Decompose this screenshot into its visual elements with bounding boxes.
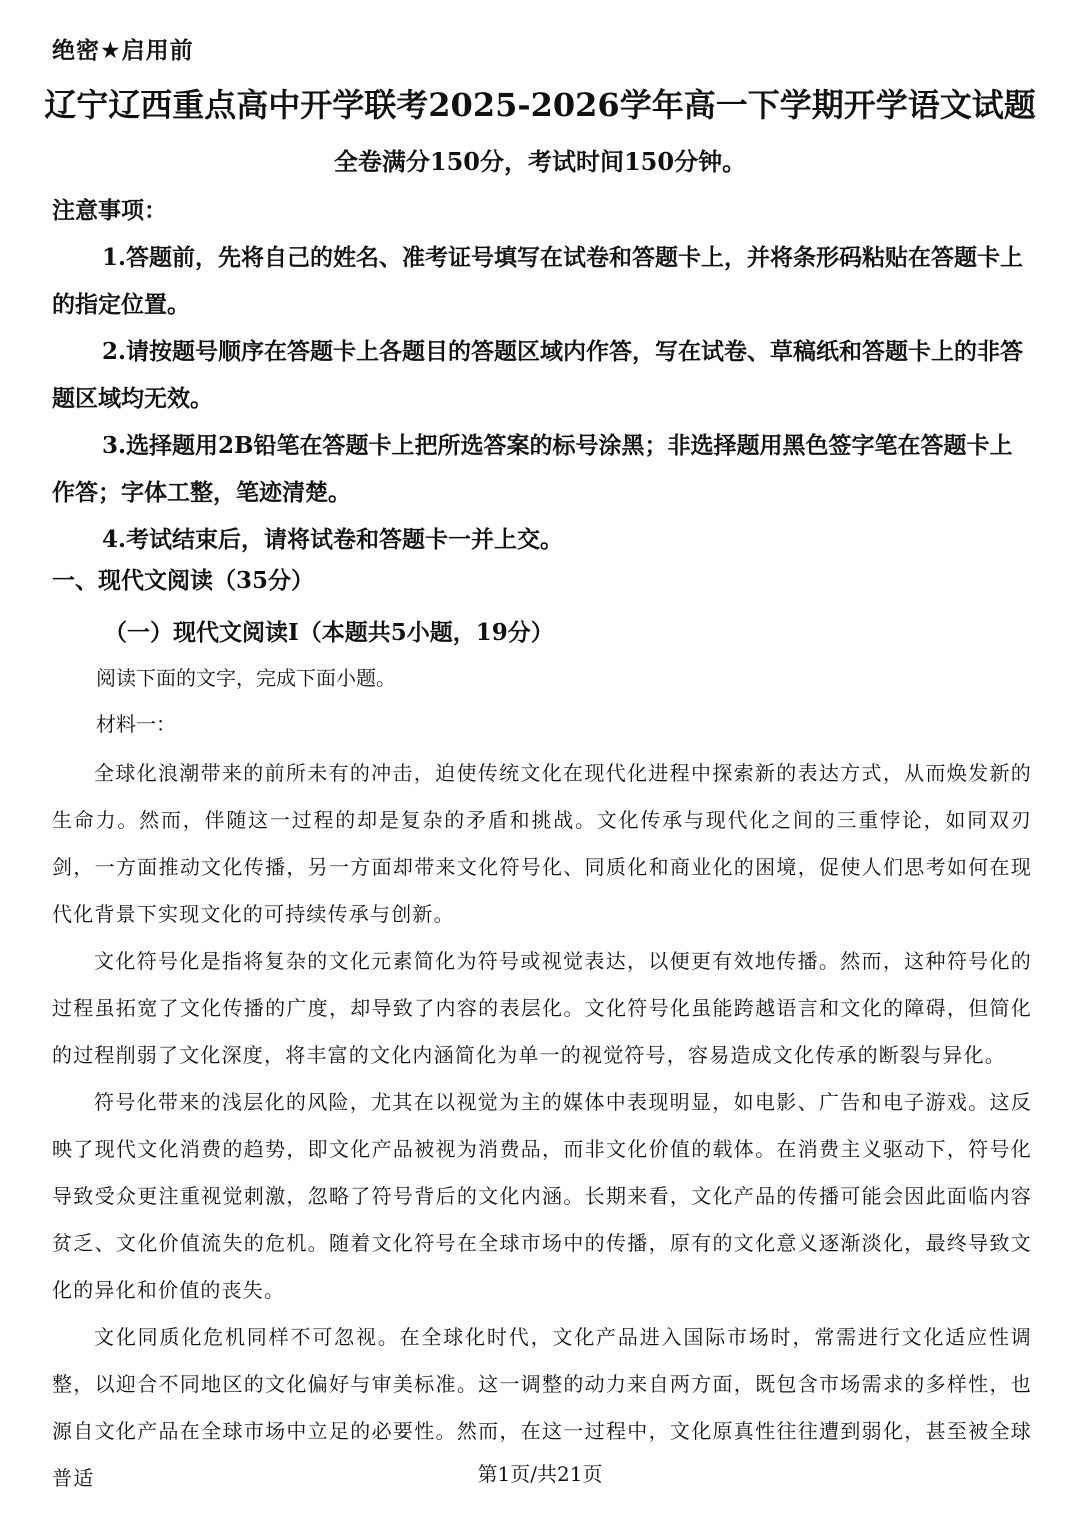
exam-title: 辽宁辽西重点高中开学联考2025-2026学年高一下学期开学语文试题 — [44, 86, 1036, 124]
notice-item: 4.考试结束后，请将试卷和答题卡一并上交。 — [102, 526, 564, 553]
notice-item: 1.答题前，先将自己的姓名、准考证号填写在试卷和答题卡上，并将条形码粘贴在答题卡上的指定位置。 — [52, 244, 1024, 318]
notice-list — [52, 234, 1032, 563]
section-title: 一、现代文阅读（35分） — [52, 567, 315, 594]
material-paragraph: 文化符号化是指将复杂的文化元素简化为符号或视觉表达，以便更有效地传播。然而，这种符号化的过程虽拓宽了文化传播的广度，却导致了内容的表层化。文化符号化虽能跨越语言和文化的障碍，但简化的过程削弱了文化深度，将丰富的文化内涵简化为单一的视觉符号，容易造成文化传承的断裂与异化。 — [52, 949, 1032, 1067]
notice-item: 2.请按题号顺序在答题卡上各题目的答题区域内作答，写在试卷、草稿纸和答题卡上的非答题区域均无效。 — [52, 338, 1024, 412]
exam-subtitle: 全卷满分150分，考试时间150分钟。 — [333, 147, 747, 176]
page-number: 第1页/共21页 — [477, 1462, 603, 1486]
material-paragraph: 全球化浪潮带来的前所未有的冲击，迫使传统文化在现代化进程中探索新的表达方式，从而焕发新的生命力。然而，伴随这一过程的却是复杂的矛盾和挑战。文化传承与现代化之间的三重悖论，如同双刃剑，一方面推动文化传播，另一方面却带来文化符号化、同质化和商业化的困境，促使人们思考如何在现代化背景下实现文化的可持续传承与创新。 — [52, 761, 1032, 926]
material-paragraph: 符号化带来的浅层化的风险，尤其在以视觉为主的媒体中表现明显，如电影、广告和电子游戏。这反映了现代文化消费的趋势，即文化产品被视为消费品，而非文化价值的载体。在消费主义驱动下，符号化导致受众更注重视觉刺激，忽略了符号背后的文化内涵。长期来看，文化产品的传播可能会因此面临内容贫乏、文化价值流失的危机。随着文化符号在全球市场中的传播，原有的文化意义逐渐淡化，最终导致文化的异化和价值的丧失。 — [52, 1090, 1032, 1302]
material-label: 材料一： — [96, 712, 176, 736]
reading-instruction: 阅读下面的文字，完成下面小题。 — [96, 666, 396, 690]
notice-heading: 注意事项： — [52, 197, 167, 224]
notice-item: 3.选择题用2B铅笔在答题卡上把所选答案的标号涂黑；非选择题用黑色签字笔在答题卡上作答；字体工整，笔迹清楚。 — [52, 432, 1013, 506]
subsection-title: （一）现代文阅读Ⅰ（本题共5小题，19分） — [104, 619, 554, 646]
material-paragraph: 文化同质化危机同样不可忽视。在全球化时代，文化产品进入国际市场时，常需进行文化适应性调整，以迎合不同地区的文化偏好与审美标准。这一调整的动力来自两方面，既包含市场需求的多样性，也源自文化产品在全球市场中立足的必要性。然而，在这一过程中，文化原真性往往遭到弱化，甚至被全球普适 — [52, 1325, 1032, 1490]
material-body — [52, 750, 1032, 1502]
confidential-label: 绝密★启用前 — [52, 38, 194, 64]
